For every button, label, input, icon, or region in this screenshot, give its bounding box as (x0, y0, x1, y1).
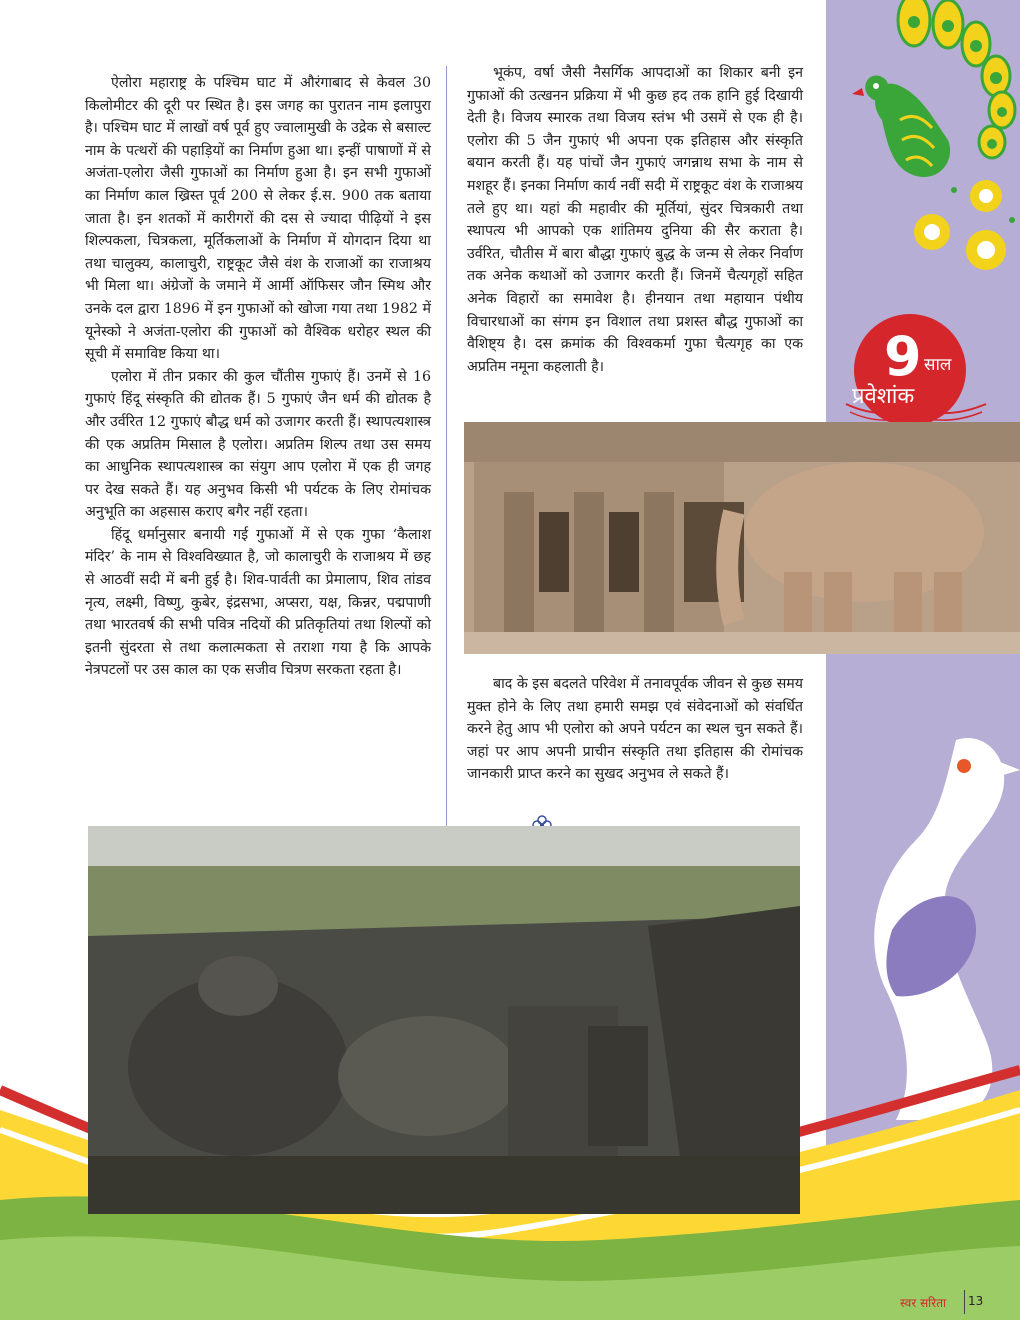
badge-label: प्रवेशांक (852, 384, 915, 409)
paragraph: बाद के इस बदलते परिवेश में तनावपूर्वक जीवन से कुछ समय मुक्त होने के लिए तथा हमारी समझ एवं संवेदनाओं को संवर्धित करने हेतु आप भी एलोरा को अपने पर्यटन का स्थल चुन सकते हैं। जहां पर आप अपनी प्राचीन संस्कृति तथा इतिहास की रोमांचक जानकारी प्राप्त करने का सुखद अनुभव ले सकते हैं। (467, 676, 803, 783)
elephant-sculpture-photo (464, 422, 1020, 654)
column-divider (446, 66, 447, 826)
peacock-icon (836, 0, 1020, 300)
badge-saal: साल (924, 355, 952, 375)
paragraph: एलोरा में तीन प्रकार की कुल चौंतीस गुफाएं हैं। उनमें से 16 गुफाएं हिंदू संस्कृति की द्योतक हैं। 5 गुफाएं जैन धर्म की द्योतक है और उर्वरित 12 गुफाएं बौद्ध धर्म को उजागर करती हैं। स्थापत्यशास्त्र की एक अप्रतिम मिसाल है एलोरा। अप्रतिम शिल्प तथा उस समय का आधुनिक स्थापत्यशास्त्र का संयुग आप एलोरा में एक ही जगह पर देख सकते हैं। यह अनुभव किसी भी पर्यटक के लिए रोमांचक अनुभूति का अहसास कराए बगैर नहीं रहता। (85, 368, 431, 521)
magazine-name: स्वर सरिता (900, 1296, 947, 1310)
right-text-column-bottom (467, 673, 803, 786)
page-number: 13 (968, 1294, 984, 1308)
kailash-temple-photo (88, 826, 800, 1214)
paragraph: ऐलोरा महाराष्ट्र के पश्चिम घाट में औरंगाबाद से केवल 30 किलोमीटर की दूरी पर स्थित है। इस जगह का पुरातन नाम इलापुरा है। पश्चिम घाट में लाखों वर्ष पूर्व हुए ज्वालामुखी के उद्रेक से बसाल्ट नाम के पत्थरों की पहाड़ियों का निर्माण हुआ था। इन्हीं पाषाणों में से अजंता-एलोरा जैसी गुफाओं का निर्माण हुआ है। इन सभी गुफाओं का निर्माण काल ख्रिस्त पूर्व 200 से लेकर ई.स. 900 तक बताया जाता है। इन शतकों में कारीगरों की दस से ज्यादा पीढ़ियों ने इस शिल्पकला, चित्रकला, मूर्तिकलाओं के निर्माण में योगदान दिया था तथा चालुक्य, कालाचुरी, राष्ट्रकूट जैसे वंश के राजाओं का राजाश्रय भी मिला था। अंग्रेजों के जमाने में आर्मी ऑफिसर जौन स्मिथ और उनके दल द्वारा 1896 में इन गुफाओं को खोजा गया तथा 1982 में यूनेस्को ने अजंता-एलोरा की गुफाओं को वैश्विक धरोहर स्थल की सूची में समाविष्ट किया था। (85, 75, 431, 363)
paragraph: भूकंप, वर्षा जैसी नैसर्गिक आपदाओं का शिकार बनी इन गुफाओं की उत्खनन प्रक्रिया में भी कुछ हद तक हानि हुई दिखायी देती है। विजय स्मारक तथा विजय स्तंभ भी उसमें से एक ही है। एलोरा की 5 जैन गुफाएं भी अपना एक इतिहास और संस्कृति बयान करती हैं। यह पांचों जैन गुफाएं जगन्नाथ सभा के नाम से मशहूर हैं। इनका निर्माण कार्य नवीं सदी में राष्ट्रकूट वंश के राजाश्रय तले हुए था। यहां की महावीर की मूर्तियां, सुंदर चित्रकारी तथा स्थापत्य भी आपको एक शांतिमय दुनिया की सैर कराता है। उर्वरित, चौतीस में बारा बौद्धा गुफाएं बुद्ध के जन्म से लेकर निर्वाण तक अनेक कथाओं को उजागर करती हैं। जिनमें चैत्यगृहों सहित अनेक विहारों का समावेश है। हीनयान तथा महायान पंथीय विचारधाओं का संगम इन विशाल तथा प्रशस्त बौद्ध गुफाओं का वैशिष्ट्य है। दस क्रमांक की विश्वकर्मा गुफा चैत्यगृह का एक अप्रतिम नमूना कहलाती है। (467, 65, 803, 375)
footer-separator (964, 1290, 965, 1314)
paragraph: हिंदू धर्मानुसार बनायी गई गुफाओं में से एक गुफा ‘कैलाश मंदिर’ के नाम से विश्वविख्यात है, जो कालाचुरी के राजाश्रय में छह से आठवीं सदी में बनी हुई है। शिव-पार्वती का प्रेमालाप, शिव तांडव नृत्य, लक्ष्मी, विष्णु, कुबेर, इंद्रसभा, अप्सरा, यक्ष, किन्नर, पद्मपाणी तथा भारतवर्ष की सभी पवित्र नदियों की प्रतिकृतियां तथा शिल्पों को इतनी सुंदरता से तथा कलात्मकता से तराशा गया है कि आपके नेत्रपटलों पर उस काल का एक सजीव चित्रण सरकता रहता है। (85, 526, 431, 679)
left-text-column (85, 72, 431, 682)
badge-number: 9 (884, 325, 922, 388)
right-text-column-top (467, 62, 803, 378)
